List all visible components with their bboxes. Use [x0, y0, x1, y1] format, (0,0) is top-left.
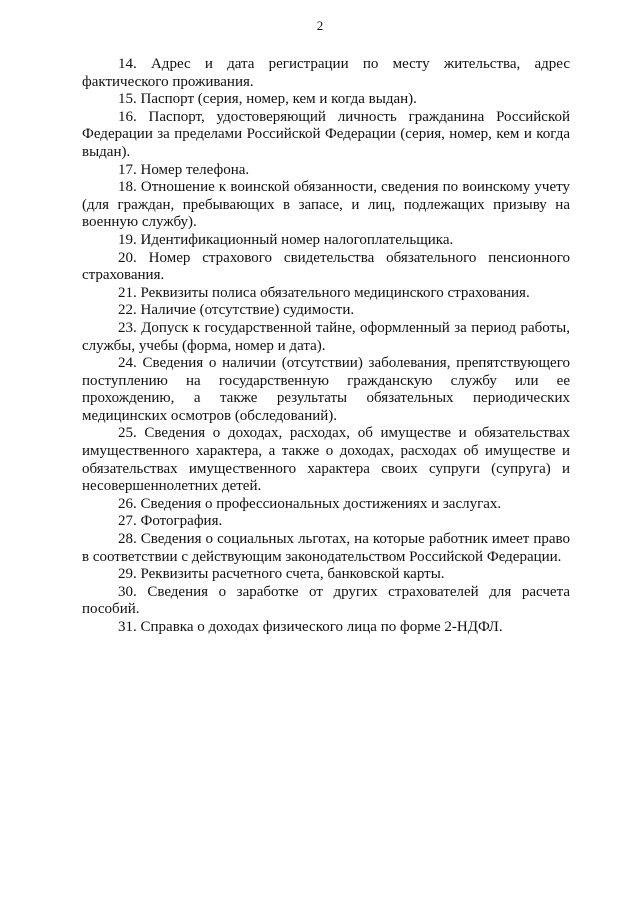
- list-item: 31. Справка о доходах физического лица по форме 2-НДФЛ.: [118, 619, 503, 635]
- list-item: 30. Сведения о заработке от других страхователей для расчета пособий.: [82, 583, 570, 618]
- list-item: 25. Сведения о доходах, расходах, об имуществе и обязательствах имущественного характера, а также о доходах, расходах об имуществе и обязательствах имущественного характера своих супруги (супруга) и несовершеннолетних детей.: [82, 425, 570, 495]
- list-item: 19. Идентификационный номер налогоплательщика.: [118, 231, 454, 248]
- list-item: 24. Сведения о наличии (отсутствии) заболевания, препятствующего поступлению на государственную гражданскую службу или ее прохождению, а также результаты обязательных периодических медицинских осмотров (обследований).: [82, 355, 570, 424]
- list-item: 18. Отношение к воинской обязанности, сведения по воинскому учету (для граждан, пребывающих в запасе, и лиц, подлежащих призыву на военную службу).: [82, 179, 570, 231]
- list-item: 26. Сведения о профессиональных достижениях и заслугах.: [118, 495, 502, 512]
- document-body: [82, 56, 570, 637]
- list-item: 29. Реквизиты расчетного счета, банковской карты.: [118, 566, 445, 583]
- list-item: 28. Сведения о социальных льготах, на которые работник имеет право в соответствии с действующим законодательством Российской Федерации.: [82, 531, 570, 565]
- list-item: 20. Номер страхового свидетельства обязательного пенсионного страхования.: [82, 249, 570, 284]
- list-item: 15. Паспорт (серия, номер, кем и когда выдан).: [118, 91, 417, 108]
- list-item: 14. Адрес и дата регистрации по месту жительства, адрес фактического проживания.: [82, 56, 570, 90]
- list-item: 27. Фотография.: [118, 513, 223, 530]
- list-item: 21. Реквизиты полиса обязательного медицинского страхования.: [118, 284, 530, 301]
- list-item: 16. Паспорт, удостоверяющий личность гражданина Российской Федерации за пределами Российской Федерации (серия, номер, кем и когда выдан).: [82, 108, 570, 160]
- list-item: 17. Номер телефона.: [118, 161, 250, 178]
- list-item: 23. Допуск к государственной тайне, оформленный за период работы, службы, учебы (форма, номер и дата).: [82, 319, 570, 354]
- page-number: 2: [316, 18, 324, 33]
- list-item: 22. Наличие (отсутствие) судимости.: [118, 302, 355, 319]
